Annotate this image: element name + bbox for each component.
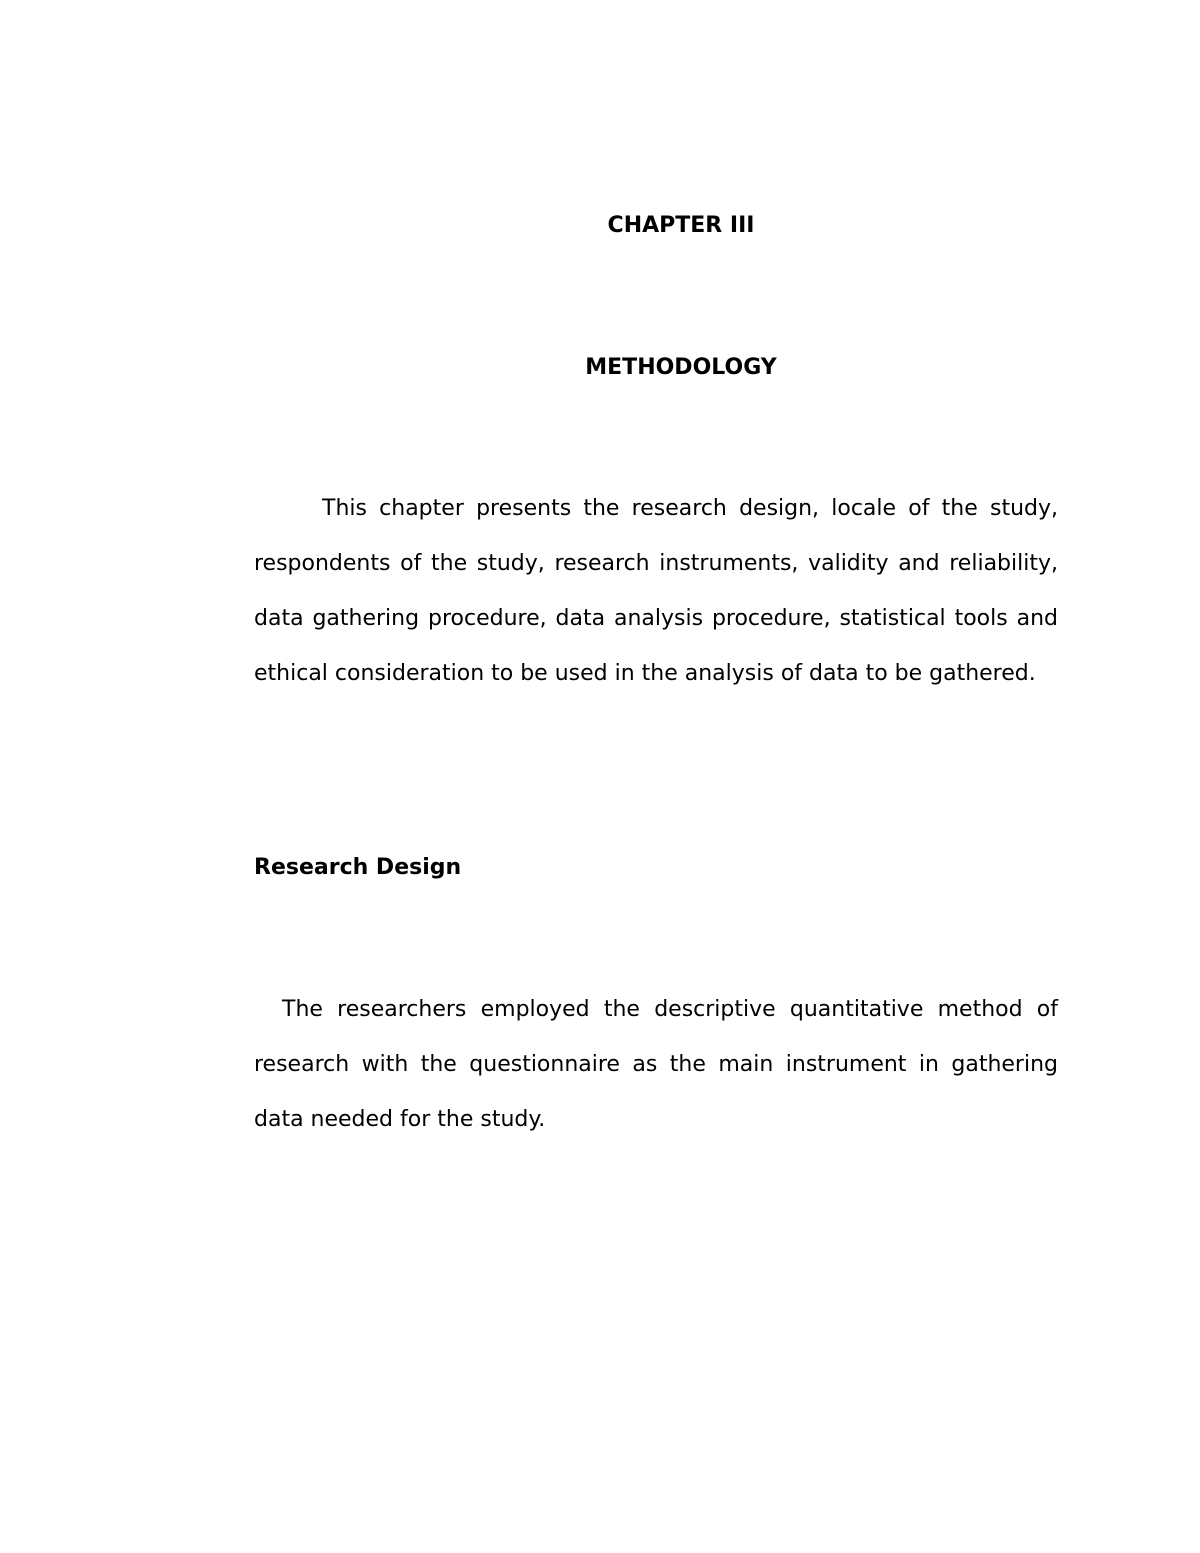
chapter-title: METHODOLOGY bbox=[585, 355, 777, 380]
research-design-paragraph: The researchers employed the descriptive quantitative method of research with the questionnaire as the main instrument in gathering data needed for the study. bbox=[254, 997, 1058, 1132]
intro-paragraph: This chapter presents the research design, locale of the study, respondents of the study, research instruments, validity and reliability, data gathering procedure, data analysis procedure, statistical tools and ethical consideration to be used in the analysis of data to be gathered. bbox=[254, 496, 1058, 686]
chapter-label: CHAPTER III bbox=[607, 213, 755, 238]
section-heading-research-design: Research Design bbox=[254, 855, 462, 880]
